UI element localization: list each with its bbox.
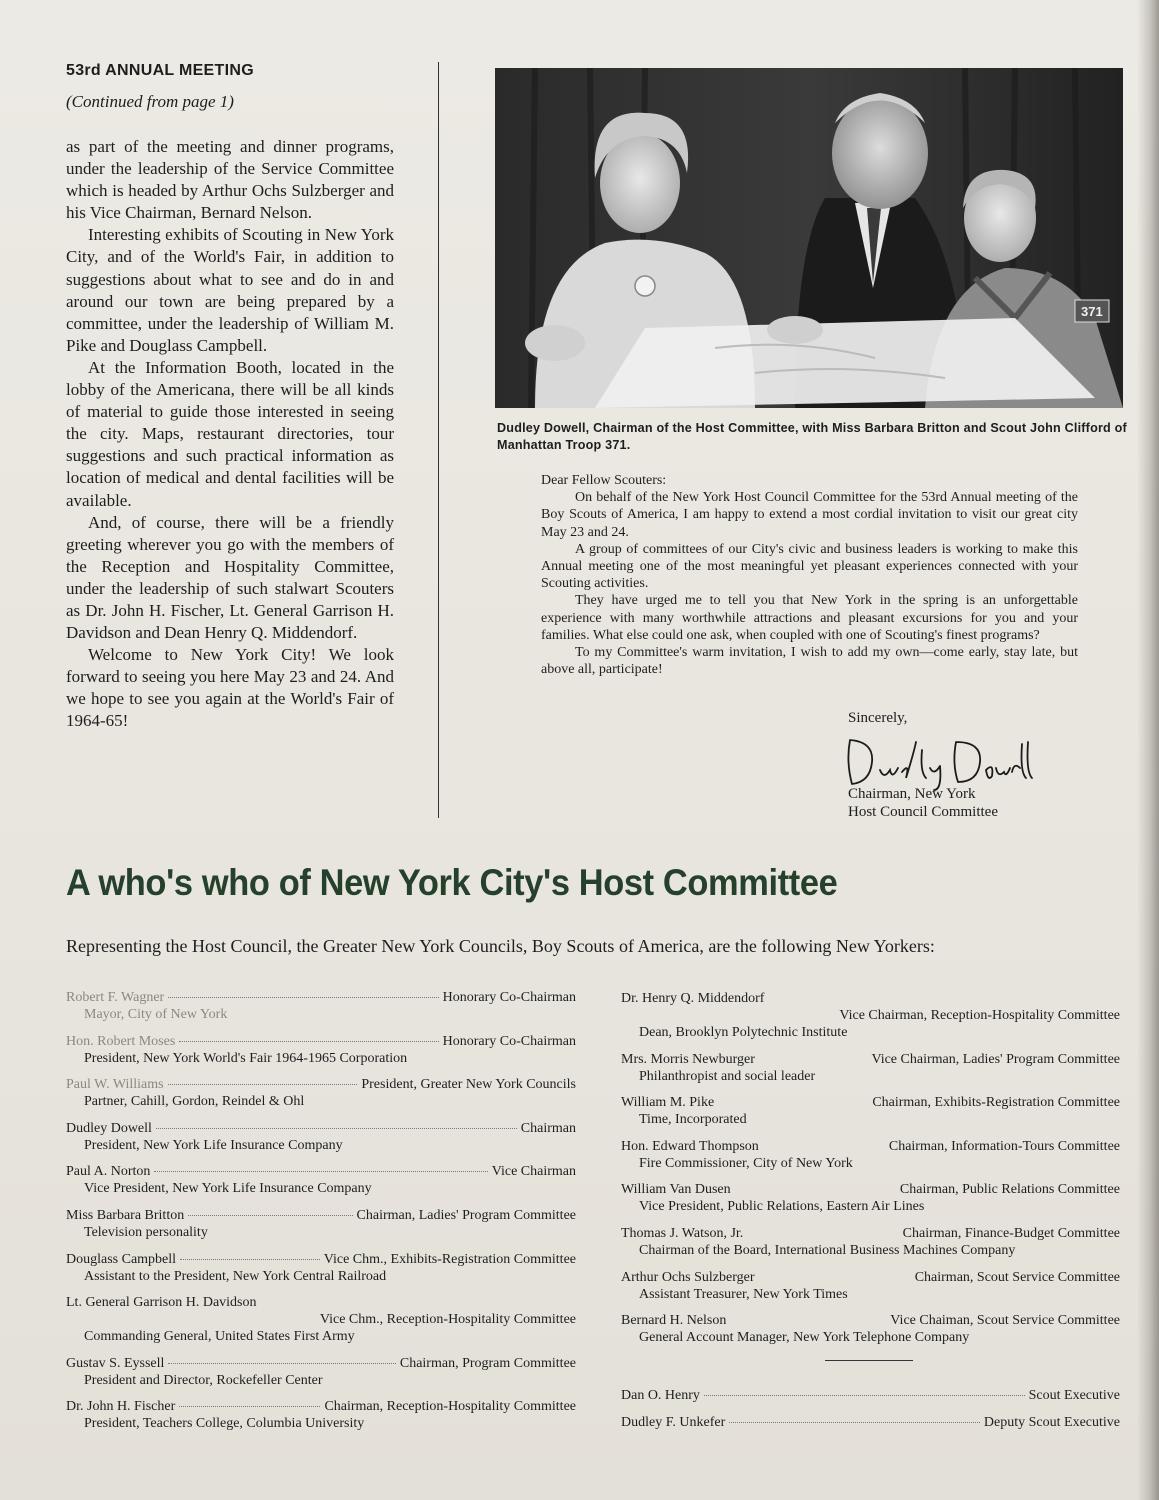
member-name: Gustav S. Eyssell — [66, 1355, 165, 1371]
member-role: Honorary Co-Chairman — [442, 990, 576, 1005]
staff-role: Scout Executive — [1028, 1388, 1120, 1404]
troop-patch-number: 371 — [1081, 304, 1103, 319]
member-name: William M. Pike — [621, 1095, 715, 1111]
member-role: Vice Chairman, Ladies' Program Committee — [871, 1051, 1120, 1067]
member-name: Hon. Edward Thompson — [621, 1138, 759, 1154]
roster-entry — [66, 1398, 576, 1432]
member-name: Mrs. Morris Newburger — [621, 1051, 755, 1067]
roster-entry — [621, 1138, 1120, 1172]
member-role: Vice Chairman, Reception-Hospitality Committee — [839, 1008, 1120, 1023]
letter-paragraph: A group of committees of our City's civic and business leaders is working to make this Annual meeting one of the most meaningful yet pleasant experiences connected with your Scouting activities. — [541, 541, 1078, 592]
roster-right-column — [621, 990, 1120, 1440]
roster-entry — [66, 1033, 576, 1067]
signatory-title-line: Chairman, New York — [848, 786, 976, 802]
roster-entry — [66, 1120, 576, 1154]
roster-entry — [621, 1181, 1120, 1215]
member-detail: Vice President, New York Life Insurance Company — [84, 1181, 372, 1197]
member-detail: Time, Incorporated — [639, 1112, 747, 1128]
roster-entry — [66, 1163, 576, 1197]
host-committee-photo — [495, 68, 1123, 408]
member-role: Chairman, Finance-Budget Committee — [902, 1225, 1120, 1241]
member-name: Dudley Dowell — [66, 1120, 152, 1136]
member-detail: General Account Manager, New York Telephone Company — [639, 1330, 970, 1346]
letter-paragraph: On behalf of the New York Host Council Committee for the 53rd Annual meeting of the Boy Scouts of America, I am happy to extend a most cordial invitation to visit our great city May 23 and 24. — [541, 490, 1078, 540]
member-role: Chairman, Program Committee — [399, 1355, 576, 1371]
member-role: Vice Chaiman, Scout Service Committee — [890, 1313, 1120, 1329]
roster-entry — [66, 1355, 576, 1389]
section-headline: A who's who of New York City's Host Committee — [66, 862, 838, 903]
member-role: Chairman, Information-Tours Committee — [888, 1138, 1120, 1154]
welcome-letter — [541, 472, 1078, 678]
member-detail: Philanthropist and social leader — [639, 1068, 816, 1084]
column-divider — [438, 62, 439, 818]
member-role: Chairman, Public Relations Committee — [899, 1182, 1120, 1198]
member-detail: President, New York World's Fair 1964-1965 Corporation — [84, 1050, 408, 1066]
staff-name: Dudley F. Unkefer — [621, 1414, 726, 1430]
member-role: Chairman, Ladies' Program Committee — [356, 1207, 576, 1223]
article-paragraph: Welcome to New York City! We look forward to seeing you here May 23 and 24. And we hope to see you again at the World's Fair of 1964-65! — [66, 645, 394, 731]
staff-entry — [621, 1414, 1120, 1431]
member-role: Vice Chm., Exhibits-Registration Committee — [323, 1251, 576, 1267]
roster-entry — [66, 1076, 576, 1110]
roster-left-column — [66, 989, 576, 1442]
member-detail: Assistant to the President, New York Central Railroad — [84, 1268, 387, 1284]
photo-caption: Dudley Dowell, Chairman of the Host Committee, with Miss Barbara Britton and Scout John Clifford of Manhattan Troop 371. — [497, 421, 1127, 452]
member-detail: Dean, Brooklyn Polytechnic Institute — [639, 1025, 848, 1040]
section-intro: Representing the Host Council, the Greater New York Councils, Boy Scouts of America, are the following New Yorkers: — [66, 936, 935, 956]
staff-name: Dan O. Henry — [621, 1388, 700, 1404]
section-divider — [825, 1360, 913, 1361]
signatory-title — [848, 785, 998, 821]
member-role: President, Greater New York Councils — [361, 1077, 576, 1093]
roster-entry — [66, 1251, 576, 1285]
letter-paragraph: To my Committee's warm invitation, I wish to add my own—come early, stay late, but above all, participate! — [541, 645, 1078, 678]
member-role: Vice Chairman — [491, 1164, 576, 1180]
member-name: Bernard H. Nelson — [621, 1313, 727, 1329]
member-detail: Television personality — [84, 1224, 208, 1240]
continued-note: (Continued from page 1) — [66, 92, 234, 111]
roster-entry — [621, 1051, 1120, 1085]
member-name: Miss Barbara Britton — [66, 1207, 185, 1223]
article-paragraph: Interesting exhibits of Scouting in New York City, and of the World's Fair, in addition to suggestions about what to see and do in and around our town are being prepared by a committee, under the leadership of William M. Pike and Douglass Campbell. — [66, 225, 394, 355]
member-detail: President, Teachers College, Columbia University — [84, 1416, 365, 1432]
article-paragraph: At the Information Booth, located in the lobby of the Americana, there will be all kinds of material to guide those interested in seeing the city. Maps, restaurant directories, tour suggestions and such practical information as location of medical and dental facilities will be available. — [66, 357, 394, 510]
roster-entry — [621, 1269, 1120, 1303]
staff-entry — [621, 1387, 1120, 1404]
member-name: Arthur Ochs Sulzberger — [621, 1269, 755, 1285]
staff-role: Deputy Scout Executive — [983, 1414, 1120, 1430]
letter-salutation: Dear Fellow Scouters: — [541, 473, 667, 488]
member-name: Paul W. Williams — [66, 1077, 164, 1093]
article-heading: 53rd ANNUAL MEETING — [66, 62, 254, 79]
roster-entry — [621, 1225, 1120, 1259]
member-detail: President and Director, Rockefeller Center — [84, 1372, 323, 1388]
article-paragraph: And, of course, there will be a friendly greeting wherever you go with the members of the Reception and Hospitality Committee, under the leadership of such stalwart Scouters as Dr. John H. Fischer, Lt. General Garrison H. Davidson and Dean Henry Q. Middendorf. — [66, 512, 394, 643]
member-role: Chairman, Exhibits-Registration Committee — [872, 1095, 1120, 1111]
member-name: Hon. Robert Moses — [66, 1033, 176, 1049]
member-name: William Van Dusen — [621, 1182, 731, 1198]
member-role: Vice Chm., Reception-Hospitality Committee — [319, 1312, 576, 1328]
member-detail: Commanding General, United States First Army — [84, 1329, 355, 1345]
member-detail: Partner, Cahill, Gordon, Reindel & Ohl — [84, 1094, 305, 1110]
member-detail: Vice President, Public Relations, Eastern Air Lines — [639, 1199, 925, 1215]
member-name: Dr. John H. Fischer — [66, 1399, 176, 1415]
page-edge-shadow — [1137, 0, 1159, 1500]
member-role: Chairman — [520, 1120, 576, 1136]
member-name: Robert F. Wagner — [66, 990, 165, 1005]
letter-closing: Sincerely, — [848, 710, 908, 726]
member-role: Chairman, Reception-Hospitality Committee — [324, 1399, 576, 1415]
roster-entry — [66, 989, 576, 1023]
roster-entry — [621, 1094, 1120, 1128]
roster-entry — [621, 990, 1120, 1041]
member-detail: President, New York Life Insurance Company — [84, 1137, 343, 1153]
member-name: Thomas J. Watson, Jr. — [621, 1225, 744, 1241]
signatory-title-line: Host Council Committee — [848, 804, 998, 820]
member-detail: Chairman of the Board, International Business Machines Company — [639, 1242, 1016, 1258]
member-name: Lt. General Garrison H. Davidson — [66, 1295, 257, 1311]
member-detail: Fire Commissioner, City of New York — [639, 1155, 853, 1171]
member-role: Honorary Co-Chairman — [442, 1033, 576, 1049]
roster-entry — [66, 1207, 576, 1241]
member-name: Dr. Henry Q. Middendorf — [621, 991, 765, 1006]
letter-paragraph: They have urged me to tell you that New York in the spring is an unforgettable experience with many worthwhile attractions and pleasant excursions for you and your families. What else could one ask, when coupled with one of Scouting's finest programs? — [541, 593, 1078, 643]
article-body — [66, 136, 394, 733]
member-detail: Assistant Treasurer, New York Times — [639, 1286, 848, 1302]
roster-entry — [621, 1312, 1120, 1346]
member-name: Douglass Campbell — [66, 1251, 177, 1267]
member-name: Paul A. Norton — [66, 1164, 151, 1180]
member-role: Chairman, Scout Service Committee — [914, 1269, 1120, 1285]
handwritten-signature — [844, 732, 1034, 792]
photo-illustration — [495, 68, 1123, 408]
member-detail: Mayor, City of New York — [84, 1007, 228, 1022]
roster-entry — [66, 1294, 576, 1345]
article-paragraph: as part of the meeting and dinner programs, under the leadership of the Service Committee which is headed by Arthur Ochs Sulzberger and his Vice Chairman, Bernard Nelson. — [66, 137, 394, 223]
